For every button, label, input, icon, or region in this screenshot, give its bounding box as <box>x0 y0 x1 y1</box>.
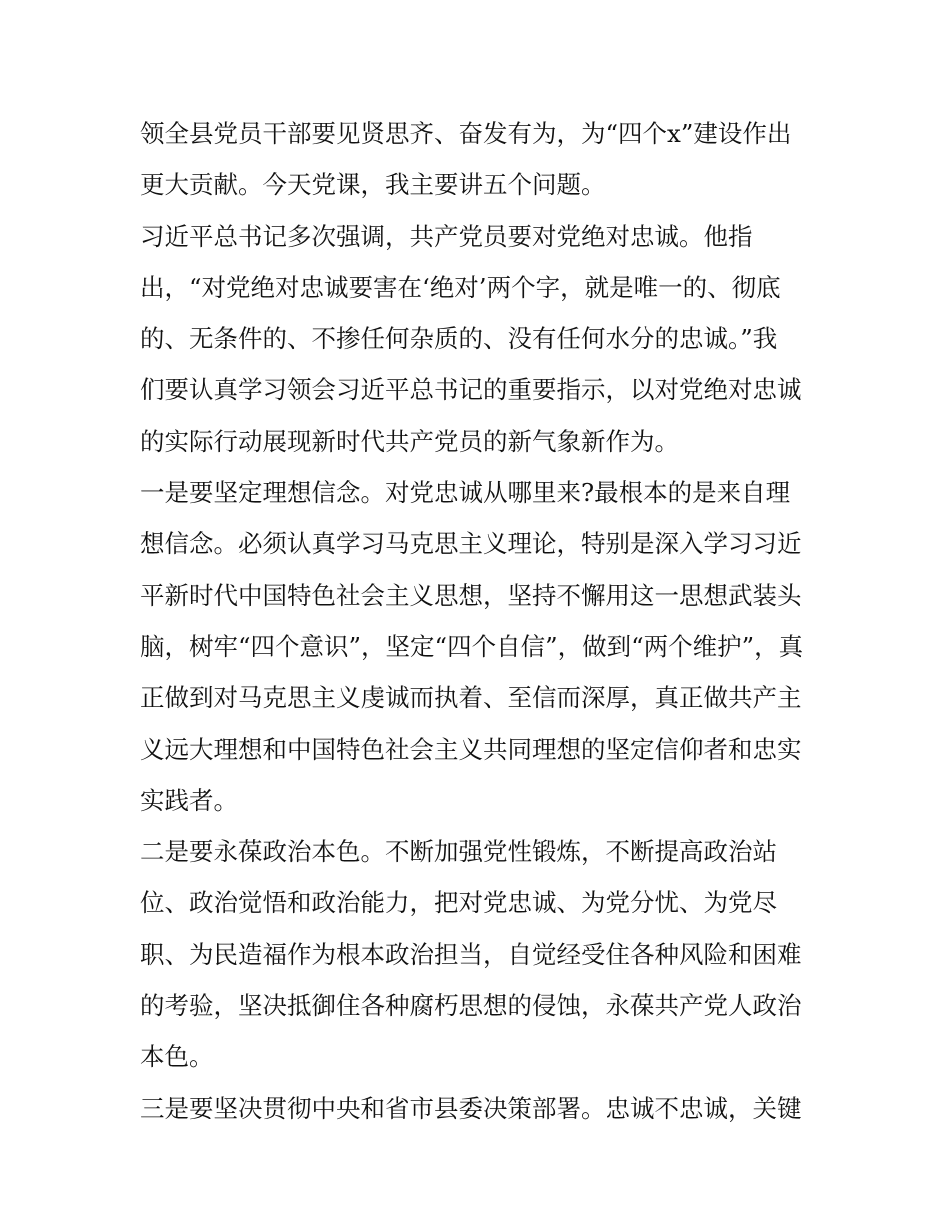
text-line-5: 的、无条件的、不掺任何杂质的、没有任何水分的忠诚。”我 <box>140 324 778 354</box>
text-line-12: 正做到对马克思主义虔诚而执着、至信而深厚，真正做共产主 <box>140 683 802 713</box>
text-line-17: 职、为民造福作为根本政治担当，自觉经受住各种风险和困难 <box>140 939 802 969</box>
text-line-7: 的实际行动展现新时代共产党员的新气象新作为。 <box>140 426 679 456</box>
text-line-11: 脑，树牢“四个意识”，坚定“四个自信”，做到“两个维护”，真 <box>140 631 804 661</box>
text-line-4: 出，“对党绝对忠诚要害在‘绝对’两个字，就是唯一的、彻底 <box>140 272 781 302</box>
text-line-13: 义远大理想和中国特色社会主义共同理想的坚定信仰者和忠实 <box>140 734 802 764</box>
text-line-14: 实践者。 <box>140 785 238 815</box>
text-line-8: 一是要坚定理想信念。对党忠诚从哪里来?最根本的是来自理 <box>140 478 791 508</box>
text-line-2: 更大贡献。今天党课，我主要讲五个问题。 <box>140 170 606 200</box>
text-line-10: 平新时代中国特色社会主义思想，坚持不懈用这一思想武装头 <box>140 580 802 610</box>
text-line-1: 领全县党员干部要见贤思齐、奋发有为，为“四个x”建设作出 <box>140 119 792 148</box>
text-line-15: 二是要永葆政治本色。不断加强党性锻炼，不断提高政治站 <box>140 837 777 867</box>
text-line-16: 位、政治觉悟和政治能力，把对党忠诚、为党分忧、为党尽 <box>140 888 777 918</box>
text-line-3: 习近平总书记多次强调，共产党员要对党绝对忠诚。他指 <box>140 221 753 251</box>
text-line-20: 三是要坚决贯彻中央和省市县委决策部署。忠诚不忠诚，关键 <box>140 1093 802 1123</box>
text-line-9: 想信念。必须认真学习马克思主义理论，特别是深入学习习近 <box>140 529 802 559</box>
body-text <box>140 108 820 1134</box>
text-line-6: 们要认真学习领会习近平总书记的重要指示，以对党绝对忠诚 <box>140 375 802 405</box>
text-line-18: 的考验，坚决抵御住各种腐朽思想的侵蚀，永葆共产党人政治 <box>140 991 802 1021</box>
text-line-19: 本色。 <box>140 1042 214 1072</box>
